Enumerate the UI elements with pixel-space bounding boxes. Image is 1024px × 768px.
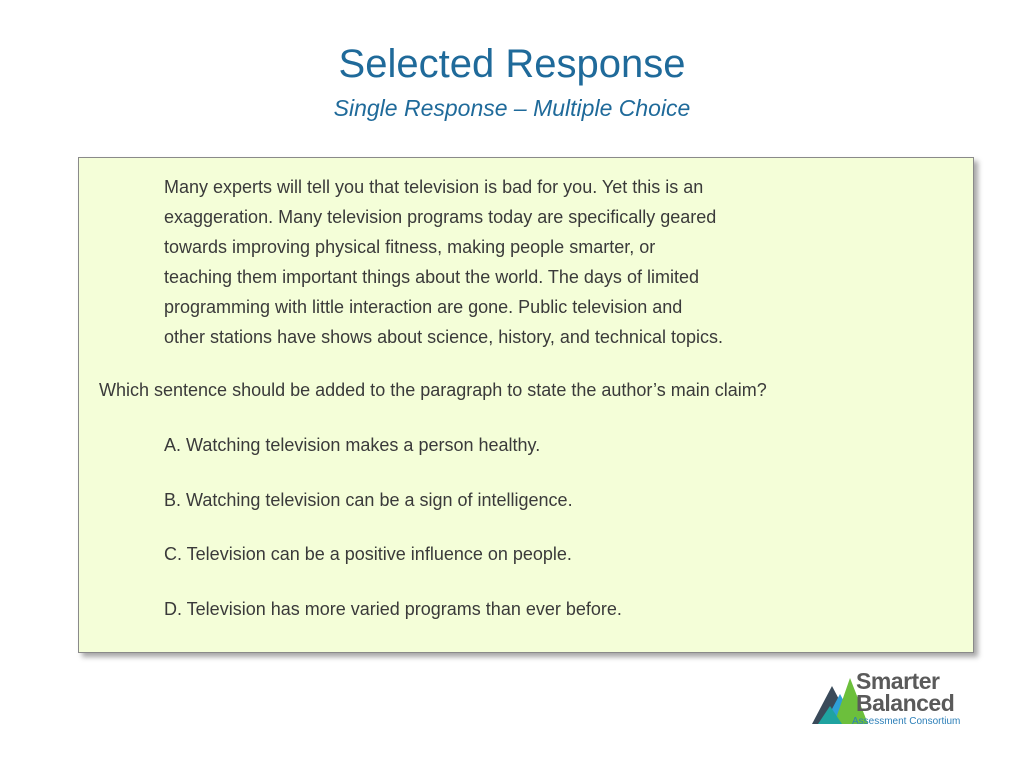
logo-text-consortium: Assessment Consortium	[852, 716, 961, 727]
question-stem: Which sentence should be added to the paragraph to state the author’s main claim?	[99, 380, 767, 400]
passage-line: towards improving physical fitness, making people smarter, or	[164, 237, 656, 257]
slide-subtitle: Single Response – Multiple Choice	[333, 95, 691, 121]
answer-option-b[interactable]: B. Watching television can be a sign of intelligence.	[164, 490, 573, 510]
passage-line: programming with little interaction are gone. Public television and	[164, 297, 683, 317]
logo-text-balanced: Balanced	[856, 690, 955, 716]
answer-option-a[interactable]: A. Watching television makes a person healthy.	[164, 435, 541, 455]
slide-title: Selected Response	[338, 42, 686, 86]
passage-line: teaching them important things about the world. The days of limited	[164, 267, 699, 287]
question-card	[78, 157, 974, 653]
passage-line: Many experts will tell you that television is bad for you. Yet this is an	[164, 177, 704, 197]
reading-passage	[164, 172, 824, 352]
logo-text-smarter: Smarter	[856, 668, 940, 694]
smarter-balanced-logo	[810, 670, 985, 730]
passage-line: other stations have shows about science, history, and technical topics.	[164, 327, 723, 347]
answer-option-d[interactable]: D. Television has more varied programs than ever before.	[164, 599, 622, 619]
passage-line: exaggeration. Many television programs today are specifically geared	[164, 207, 717, 227]
answer-option-c[interactable]: C. Television can be a positive influence on people.	[164, 544, 572, 564]
